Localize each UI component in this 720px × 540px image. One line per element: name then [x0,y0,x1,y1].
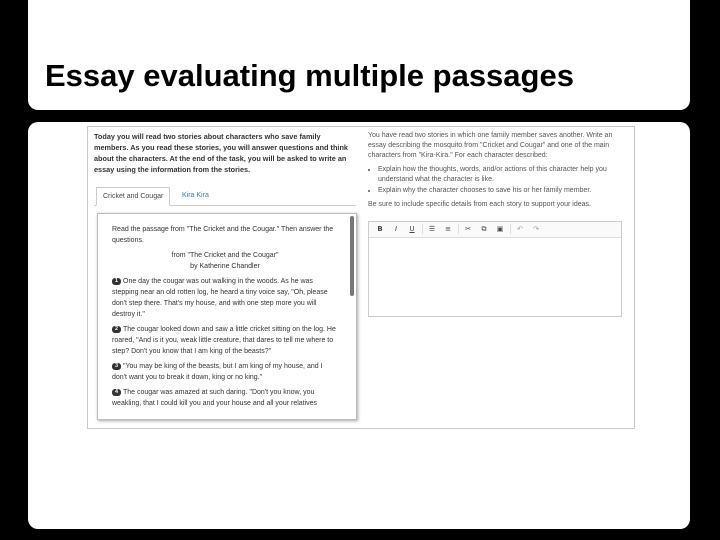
paragraph-text: The cougar looked down and saw a little cricket sitting on the log. He roared, "And is it you, weak little creature, that dares to tell me where to step? Don't you know that I am king of the beasts?" [112,326,336,355]
tab-kira-kira[interactable]: Kira Kira [182,192,209,199]
paragraph-text: One day the cougar was out walking in the woods. As he was stepping near an old rotten log, he heard a tiny voice say, "Oh, please don't step there. That's my house, and with one step more you will destroy it." [112,278,328,318]
paragraph-number-badge: 2 [112,326,121,333]
toolbar-divider [510,224,511,234]
prompt-bullet: • Explain how the thoughts, words, and/or actions of this character help you understand what the character is like. [378,165,622,185]
task-intro: Today you will read two stories about characters who save family members. As you read these stories, you will answer questions and think about the characters. At the end of the task, you will be asked to write an essay using the information from the stories. [94,132,348,174]
prompt-bullet: • Explain why the character chooses to save his or her family member. [378,186,622,196]
paragraph [112,276,338,320]
toolbar-divider [458,224,459,234]
italic-icon[interactable]: I [394,225,398,233]
slide-content-panel [28,122,690,529]
copy-icon[interactable]: ⧉ [481,225,487,233]
essay-prompt-pane [368,131,622,210]
toolbar-divider [422,224,423,234]
passage-instruction: Read the passage from "The Cricket and the Cougar." Then answer the questions. [112,226,334,244]
undo-icon[interactable]: ↶ [517,225,523,233]
bullet-list-icon[interactable]: ☰ [428,225,436,233]
essay-textarea[interactable] [369,238,621,316]
story-byline: by Katherine Chandler [190,263,260,270]
tab-cricket-and-cougar[interactable]: Cricket and Cougar [96,187,170,206]
numbered-list-icon[interactable]: ≡ [445,225,451,233]
underline-icon[interactable]: U [409,225,415,233]
slide-title-panel [28,0,690,110]
paragraph [112,324,338,357]
paragraph-number-badge: 1 [112,278,121,285]
passage-text [112,224,338,413]
story-title: from "The Cricket and the Cougar" [171,252,279,259]
paragraph-number-badge: 4 [112,389,121,396]
passage-scrollbar[interactable] [350,216,354,296]
redo-icon[interactable]: ↷ [533,225,539,233]
editor-toolbar [369,222,621,238]
paragraph-text: "You may be king of the beasts, but I am king of my house, and I don't want you to break it down, king or no king." [112,363,323,381]
passage-tabs [94,187,356,206]
cut-icon[interactable]: ✂ [465,225,471,233]
slide-title: Essay evaluating multiple passages [45,58,574,93]
paragraph [112,387,338,409]
paragraph-number-badge: 3 [112,363,121,370]
passage-pane [94,131,356,407]
test-screenshot [87,126,635,429]
essay-prompt: You have read two stories in which one family member saves another. Write an essay describing the mosquito from "Cricket and Cougar" and one of the main characters from "Kira-Kira." For each character described: [368,132,613,159]
paragraph [112,361,338,383]
passage-reader[interactable] [97,213,357,420]
prompt-bullet-list [368,165,622,196]
bold-icon[interactable]: B [377,225,383,233]
paragraph-text: The cougar was amazed at such daring. "Don't you know, you weakling, that I could kill you and your house and all your relatives [112,389,318,407]
essay-editor [368,221,622,317]
prompt-closing: Be sure to include specific details from each story to support your ideas. [368,201,591,208]
paste-icon[interactable]: ▣ [496,225,504,233]
